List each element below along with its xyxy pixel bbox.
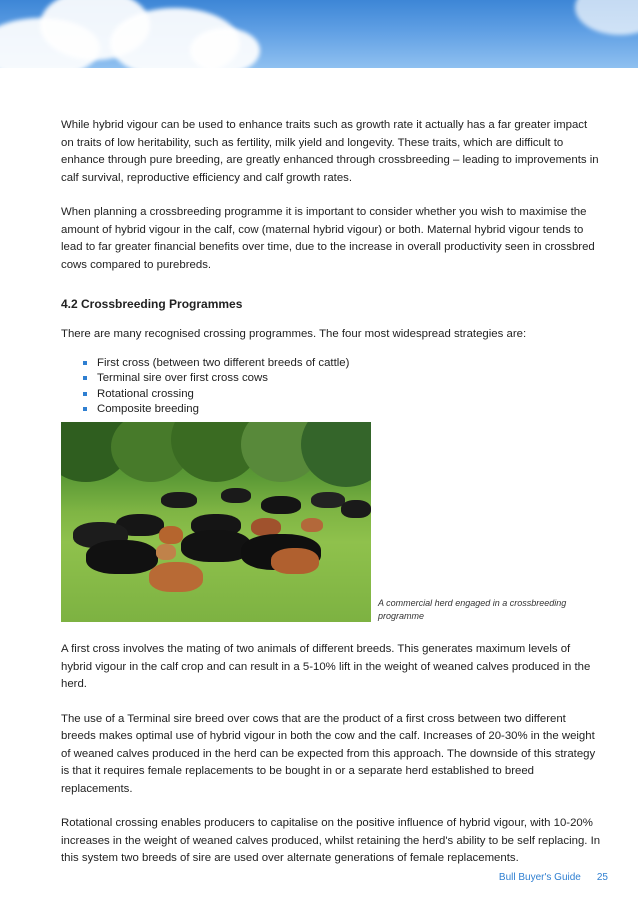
list-item [83,402,601,418]
list-item-text: Composite breeding [97,403,199,415]
bullet-icon [83,361,87,365]
bullet-icon [83,376,87,380]
section-intro: There are many recognised crossing programmes. The four most widespread strategies are: [61,328,527,340]
cloud-shape [575,0,638,35]
list-item [83,371,601,387]
cow-shape [86,540,158,574]
calf-shape [156,544,176,560]
figure-caption: A commercial herd engaged in a crossbreeding programme [378,598,567,621]
calf-shape [149,562,203,592]
cloud-shape [190,28,260,68]
paragraph: When planning a crossbreeding programme it is important to consider whether you wish to maximise the amount of hybrid vigour in the calf, cow (maternal hybrid vigour) or both. Maternal hybrid vigour tends to lead to far greater financial benefits over time, due to the increase in overall productivity seen in crossbred cows compared to purebreds. [61,206,595,271]
calf-shape [159,526,183,544]
bullet-icon [83,392,87,396]
footer-title: Bull Buyer's Guide [498,872,581,883]
calf-shape [301,518,323,532]
list-item-text: Rotational crossing [97,387,194,400]
list-item [83,356,601,372]
cow-shape [161,492,197,508]
main-text-top [61,117,601,418]
cow-shape [261,496,301,514]
strategy-list [83,356,601,418]
bullet-icon [83,407,87,411]
page-footer [499,872,608,883]
paragraph: A first cross involves the mating of two animals of different breeds. This generates maximum levels of hybrid vigour in the calf crop and can result in a 5-10% lift in the weight of weaned calves produced in the herd. [61,643,591,690]
list-item-text: Terminal sire over first cross cows [97,372,268,384]
paragraph: The use of a Terminal sire breed over cows that are the product of a first cross between two different breeds makes optimal use of hybrid vigour in both the cow and the calf. Increases of 20-30% in the weight of weaned calves produced in the herd can be expected from this approach. The downside of this strategy is that it requires female replacements to be bought in or a separate herd established to breed replacements. [61,712,596,795]
sky-header-banner [0,0,638,68]
cow-shape [341,500,371,518]
paragraph: While hybrid vigour can be used to enhance traits such as growth rate it actually has a far greater impact on traits of low heritability, such as fertility, milk yield and longevity. These traits, which are difficult to enhance through pure breeding, are greatly enhanced through crossbreeding – leading to improvements in calf survival, reproductive efficiency and calf growth rates. [61,119,599,184]
calf-shape [271,548,319,574]
section-heading: 4.2 Crossbreeding Programmes [61,297,243,311]
main-text-bottom [61,641,601,885]
list-item-text: First cross (between two different breeds of cattle) [97,356,350,369]
list-item [83,387,601,403]
cow-shape [221,488,251,503]
tree-shape [301,422,371,487]
paragraph: Rotational crossing enables producers to capitalise on the positive influence of hybrid vigour, with 10-20% increases in the weight of weaned calves produced, whilst retaining the herd's ability to be self replacing. In this system two breeds of sire are used over alternate generations of female replacements. [61,817,601,864]
page-number: 25 [596,872,608,883]
cattle-herd-photo [61,422,371,622]
cow-shape [311,492,345,508]
